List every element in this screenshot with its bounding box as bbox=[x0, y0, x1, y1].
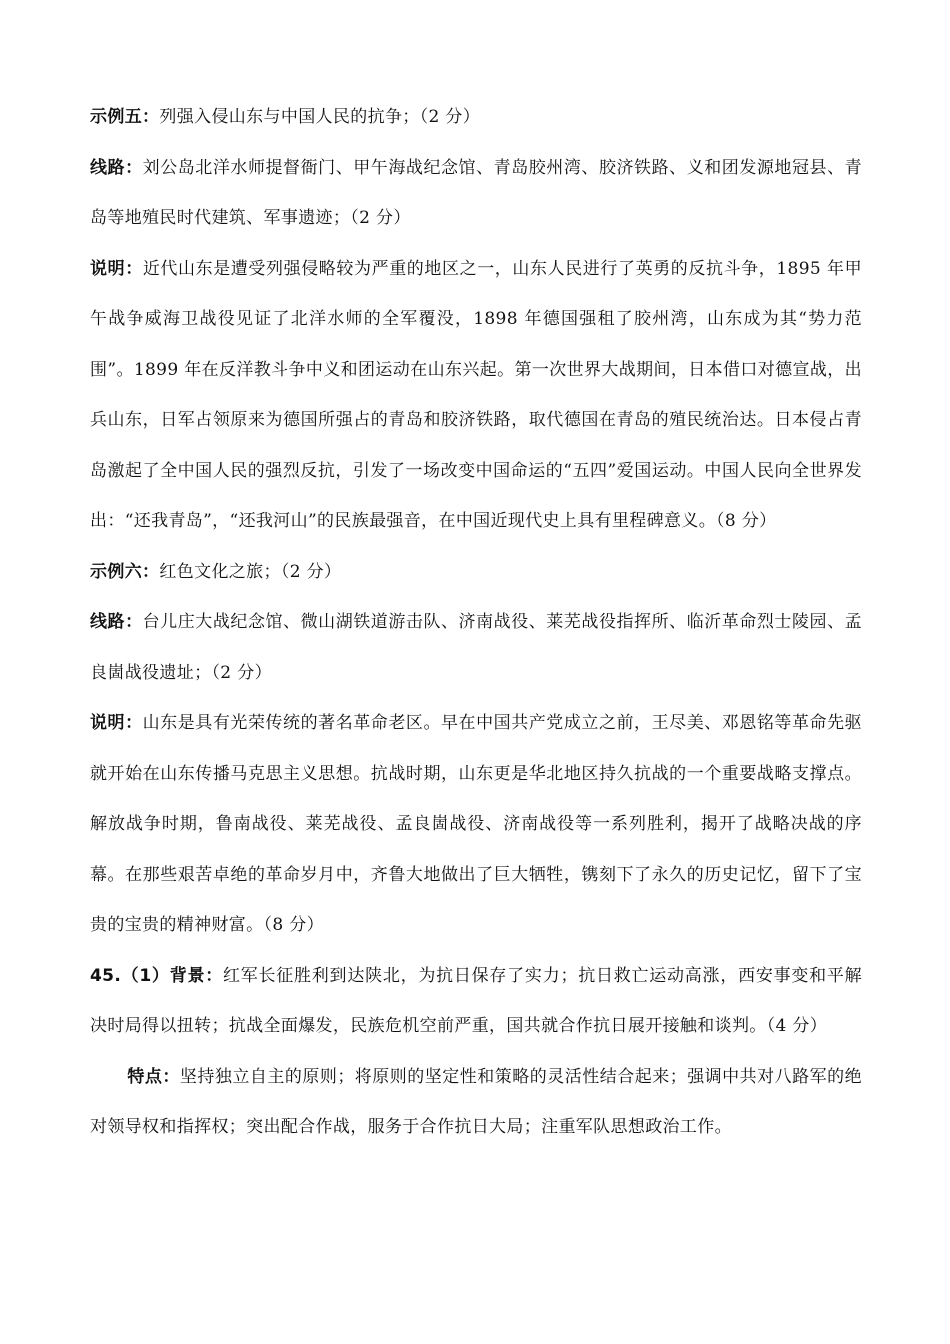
features-paragraph bbox=[90, 1052, 862, 1153]
explanation-six-label: 说明： bbox=[90, 713, 143, 733]
explanation-five-text: 近代山东是遭受列强侵略较为严重的地区之一，山东人民进行了英勇的反抗斗争，1895 年甲午战争威海卫战役见证了北洋水师的全军覆没，1898 年德国强租了胶州湾，山东成为其“势力范围”。1899 年在反洋教斗争中义和团运动在山东兴起。第一次世界大战期间，日本借口对德宣战，出兵山东，日军占领原来为德国所强占的青岛和胶济铁路，取代德国在青岛的殖民统治达。日本侵占青岛激起了全中国人民的强烈反抗，引发了一场改变中国命运的“五四”爱国运动。中国人民向全世界发出：“还我青岛”，“还我河山”的民族最强音，在中国近现代史上具有里程碑意义。（8 分） bbox=[90, 258, 862, 531]
example-six-label: 示例六： bbox=[90, 561, 160, 582]
explanation-six-text: 山东是具有光荣传统的著名革命老区。早在中国共产党成立之前，王尽美、邓恩铭等革命先驱就开始在山东传播马克思主义思想。抗战时期，山东更是华北地区持久抗战的一个重要战略支撑点。解放战争时期，鲁南战役、莱芜战役、孟良崮战役、济南战役等一系列胜利，揭开了战略决战的序幕。在那些艰苦卓绝的革命岁月中，齐鲁大地做出了巨大牺牲，镌刻下了永久的历史记忆，留下了宝贵的宝贵的精神财富。（8 分） bbox=[90, 713, 862, 935]
example-five-text: 列强入侵山东与中国人民的抗争；（2 分） bbox=[159, 107, 481, 127]
question-45-label: 45.（1）背景： bbox=[90, 965, 223, 986]
example-five-paragraph bbox=[90, 92, 862, 143]
route-five-label: 线路： bbox=[90, 157, 143, 178]
explanation-five-paragraph bbox=[90, 244, 862, 547]
route-six-label: 线路： bbox=[90, 612, 143, 632]
document-page bbox=[90, 92, 862, 1153]
features-text: 坚持独立自主的原则；将原则的坚定性和策略的灵活性结合起来；强调中共对八路军的绝对领导权和指挥权；突出配合作战，服务于合作抗日大局；注重军队思想政治工作。 bbox=[90, 1066, 862, 1137]
example-six-text: 红色文化之旅；（2 分） bbox=[159, 561, 342, 582]
example-six-paragraph bbox=[90, 547, 862, 598]
route-five-paragraph bbox=[90, 143, 862, 244]
route-six-paragraph bbox=[90, 597, 862, 698]
route-five-text: 刘公岛北洋水师提督衙门、甲午海战纪念馆、青岛胶州湾、胶济铁路、义和团发源地冠县、青岛等地殖民时代建筑、军事遗迹；（2 分） bbox=[90, 157, 862, 228]
features-label: 特点： bbox=[127, 1066, 180, 1087]
example-five-label: 示例五： bbox=[90, 107, 160, 127]
route-six-text: 台儿庄大战纪念馆、微山湖铁道游击队、济南战役、莱芜战役指挥所、临沂革命烈士陵园、孟良崮战役遗址；（2 分） bbox=[90, 612, 862, 683]
explanation-five-label: 说明： bbox=[90, 258, 143, 279]
question-45-text: 红军长征胜利到达陕北，为抗日保存了实力；抗日救亡运动高涨，西安事变和平解决时局得以扭转；抗战全面爆发，民族危机空前严重，国共就合作抗日展开接触和谈判。（4 分） bbox=[90, 965, 862, 1036]
question-45-paragraph bbox=[90, 951, 862, 1052]
explanation-six-paragraph bbox=[90, 698, 862, 951]
